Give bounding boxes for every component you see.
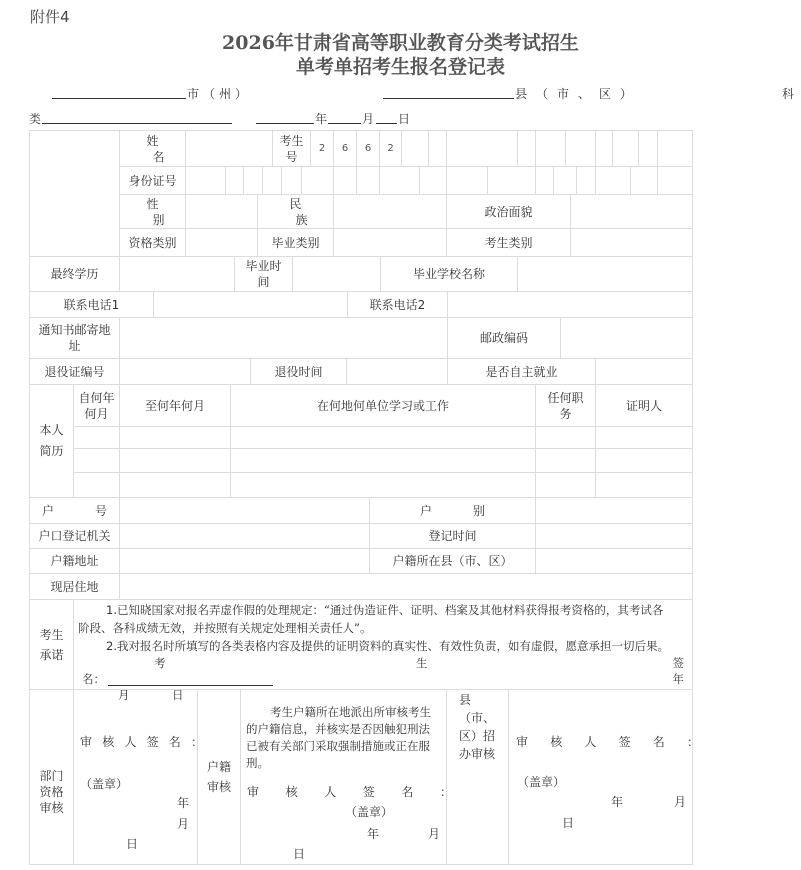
household-no-label [29,497,120,524]
label-part: 人 [584,735,597,749]
label-part: 通知书邮寄地 [38,323,111,337]
resume-post-header [535,384,596,427]
id-digit[interactable] [333,166,357,195]
resume-where-header: 在何地何单位学习或工作 [230,384,536,427]
label-part: 址 [68,339,81,353]
exam-no-digit[interactable]: 2 [310,130,334,167]
label-part: 签 [618,735,631,749]
resume-cell[interactable] [119,448,231,473]
exam-no-digit[interactable] [612,130,639,167]
phone1-label: 联系电话1 [29,291,154,318]
resume-cell[interactable] [73,448,120,473]
resume-cell[interactable] [535,426,596,449]
dept-review-cell[interactable] [73,689,203,865]
self-employ-input[interactable] [595,358,693,385]
id-digit[interactable] [576,166,596,195]
phone1-input[interactable] [153,291,348,318]
label-part: 月 [673,795,686,809]
ethnicity-label [257,194,334,229]
exam-no-digit[interactable] [535,130,566,167]
label-part: 务 [559,406,572,421]
label-part: 年 [611,795,624,809]
exam-no-digit[interactable]: 2 [379,130,402,167]
subject-field[interactable] [42,123,232,124]
registration-office-input[interactable] [119,523,370,549]
label-part: 民 [289,196,302,211]
label-part: 审核 [206,780,231,794]
exam-no-digit[interactable] [401,130,429,167]
county-field[interactable] [383,98,514,99]
resume-cell[interactable] [595,448,693,473]
label-part: 考 [154,656,166,670]
id-digit[interactable] [281,166,302,195]
residence-label: 现居住地 [29,573,120,600]
id-digit[interactable] [356,166,380,195]
label-part: 日 [562,816,575,830]
form-title-line1: 2026年甘肃省高等职业教育分类考试招生 [222,32,579,54]
label-part: 户籍 [206,760,231,774]
attachment-label: 附件4 [30,8,70,26]
pledge-clause-1-cont: 阶段、各科成绩无效，并按照有关规定处理相关责任人”。 [78,621,372,635]
label-part: 核 [102,735,115,749]
gender-label [119,194,186,229]
label-part: 号 [285,149,298,164]
form-title-line2: 单考单招考生报名登记表 [295,56,505,78]
label-part: 姓 [146,133,159,148]
graduation-time-input[interactable] [292,256,381,292]
exam-no-digit[interactable]: 6 [333,130,357,167]
label-part: 日 [293,847,306,861]
exam-no-digit[interactable]: 6 [356,130,380,167]
resume-from-header [73,384,120,427]
id-digit[interactable] [553,166,577,195]
label-part: 简历 [39,444,64,458]
gender-input[interactable] [185,194,258,229]
resume-label [29,384,74,498]
label-part: 任何职 [547,390,584,405]
resume-cell[interactable] [73,472,120,498]
graduation-type-input[interactable] [333,228,447,257]
label-part: ： [686,735,699,749]
phone2-input[interactable] [447,291,693,318]
residence-input[interactable] [119,573,693,600]
day-label: 日 [398,112,411,126]
final-education-label: 最终学历 [29,256,120,292]
id-digit[interactable] [262,166,282,195]
name-label [119,130,186,167]
label-part: 日 [172,688,184,702]
id-digit[interactable] [595,166,631,195]
id-number-label: 身份证号 [119,166,186,195]
registration-time-label: 登记时间 [369,523,536,549]
label-part: ： [190,735,203,749]
retire-time-input[interactable] [346,358,448,385]
resume-cell[interactable] [73,426,120,449]
label-part: 签 [362,785,375,799]
date-day-field[interactable] [376,123,397,124]
label-part: 人 [324,785,337,799]
county-review-cell[interactable] [508,689,699,865]
phone2-label: 联系电话2 [347,291,448,318]
household-review-cell[interactable] [240,689,452,865]
label-part: 区）招 [459,729,496,743]
exam-no-digit[interactable] [517,130,536,167]
subject-label-char1: 科 [782,87,795,101]
household-type-input[interactable] [535,497,693,524]
label-part: 县 [459,693,472,707]
resume-cell[interactable] [595,426,693,449]
exam-no-digit[interactable] [595,130,613,167]
county-review-label [446,689,509,865]
label-part: 生 [416,656,428,670]
exam-no-digit[interactable] [428,130,447,167]
id-digit[interactable] [243,166,263,195]
label-part: ： [439,785,452,799]
label-part: 考生 [279,133,304,148]
household-county-input[interactable] [535,548,693,574]
label-part: 审 [516,735,529,749]
candidate-type-input[interactable] [570,228,693,257]
label-part: 年 [672,672,684,686]
label-part: （市、 [459,711,496,725]
id-digit[interactable] [535,166,554,195]
label-part: 月 [427,827,440,841]
label-part: 号 [94,503,107,518]
household-review-text: 考生户籍所在地派出所审核考生的户籍信息，并核实是否因触犯刑法已被有关部门采取强制措施或正在服刑。 [246,705,431,770]
school-name-input[interactable] [517,256,693,292]
label-part: 名 [152,149,165,164]
label-part: 自何年 [78,390,115,405]
seal-label: （盖章） [517,775,566,789]
label-part: 年 [367,827,380,841]
signature-field[interactable] [108,685,273,686]
label-part: 本人 [39,423,64,437]
label-part: 人 [124,735,137,749]
label-part: 审 [247,785,260,799]
exam-no-label [272,130,311,167]
label-part: 核 [550,735,563,749]
date-month-field[interactable] [328,123,361,124]
registration-office-label: 户口登记机关 [29,523,120,549]
political-status-label: 政治面貌 [446,194,571,229]
name-input[interactable] [185,130,273,167]
self-employ-label: 是否自主就业 [447,358,596,385]
mail-address-input[interactable] [119,317,448,359]
label-part: 间 [257,275,270,289]
final-education-input[interactable] [119,256,235,292]
label-part: 签 [146,735,159,749]
pledge-clause-1: 1.已知晓国家对报名弄虚作假的处理规定：“通过伪造证件、证明、档案及其他材料获得报考资格的，其考试各 [106,603,664,617]
resume-cell[interactable] [119,472,231,498]
resume-witness-header: 证明人 [595,384,693,427]
photo-cell[interactable] [29,130,120,257]
month-label: 月 [362,112,375,126]
label-part: 核 [285,785,298,799]
mail-address-label [29,317,120,359]
household-address-input[interactable] [119,548,370,574]
label-part: 月 [176,817,189,831]
household-no-input[interactable] [119,497,370,524]
retire-cert-label: 退役证编号 [29,358,120,385]
pledge-clause-2: 2.我对报名时所填写的各类表格内容及提供的证明资料的真实性、有效性负责，如有虚假，愿意承担一切后果。 [106,639,669,653]
label-part: 签 [672,656,684,670]
school-name-label: 毕业学校名称 [380,256,518,292]
exam-no-digit[interactable] [565,130,596,167]
label-part: 承诺 [39,647,64,662]
graduation-type-label: 毕业类别 [257,228,334,257]
id-digit[interactable] [185,166,226,195]
household-type-label [369,497,536,524]
id-digit[interactable] [419,166,447,195]
id-digit[interactable] [630,166,658,195]
ethnicity-input[interactable] [333,194,447,229]
id-digit[interactable] [446,166,488,195]
label-part: 族 [295,212,308,227]
pledge-text-cell [73,599,693,702]
qualification-type-label: 资格类别 [119,228,186,257]
political-status-input[interactable] [570,194,693,229]
label-part: 何月 [84,406,109,421]
label-part: 户 [42,503,55,518]
resume-cell[interactable] [535,448,596,473]
resume-cell[interactable] [119,426,231,449]
subject-label-char2: 类 [29,112,42,126]
seal-label: （盖章） [80,777,129,791]
resume-cell[interactable] [230,448,536,473]
exam-no-digit[interactable] [657,130,693,167]
label-part: 资格 [39,785,64,799]
label-part: 别 [152,212,165,227]
signature-label: 名： [82,672,105,686]
exam-no-digit[interactable] [446,130,518,167]
pledge-label [29,599,74,690]
registration-time-input[interactable] [535,523,693,549]
year-label: 年 [315,112,328,126]
household-review-label [197,689,241,865]
retire-cert-input[interactable] [119,358,251,385]
id-digit[interactable] [301,166,334,195]
candidate-type-label: 考生类别 [446,228,571,257]
label-part: 年 [176,796,189,810]
id-digit[interactable] [657,166,693,195]
label-part: 审 [80,735,93,749]
label-part: 部门 [39,769,64,783]
label-part: 月 [118,688,130,702]
label-part: 别 [472,503,485,518]
seal-label: （盖章） [345,805,394,819]
resume-cell[interactable] [595,472,693,498]
label-part: 性 [146,196,159,211]
graduation-time-label [234,256,293,292]
postcode-label: 邮政编码 [447,317,561,359]
household-address-label: 户籍地址 [29,548,120,574]
id-digit[interactable] [487,166,536,195]
resume-to-header: 至何年何月 [119,384,231,427]
id-digit[interactable] [225,166,244,195]
exam-no-digit[interactable] [638,130,658,167]
label-part: 考生 [39,627,64,642]
county-suffix: 县（市、区） [515,87,642,101]
label-part: 名 [168,735,181,749]
label-part: 名 [401,785,414,799]
date-year-field[interactable] [256,123,314,124]
postcode-input[interactable] [560,317,693,359]
label-part: 审核 [39,801,64,815]
resume-cell[interactable] [535,472,596,498]
label-part: 办审核 [459,747,496,761]
qualification-type-input[interactable] [185,228,258,257]
retire-time-label: 退役时间 [250,358,347,385]
city-field[interactable] [52,98,186,99]
resume-cell[interactable] [230,426,536,449]
label-part: 户 [420,503,433,518]
resume-cell[interactable] [230,472,536,498]
dept-review-label [29,689,74,865]
label-part: 毕业时 [245,259,282,273]
label-part: 名 [652,735,665,749]
household-county-label: 户籍所在县（市、区） [369,548,536,574]
id-digit[interactable] [379,166,420,195]
city-suffix: 市（州） [187,87,252,101]
label-part: 日 [126,837,139,851]
